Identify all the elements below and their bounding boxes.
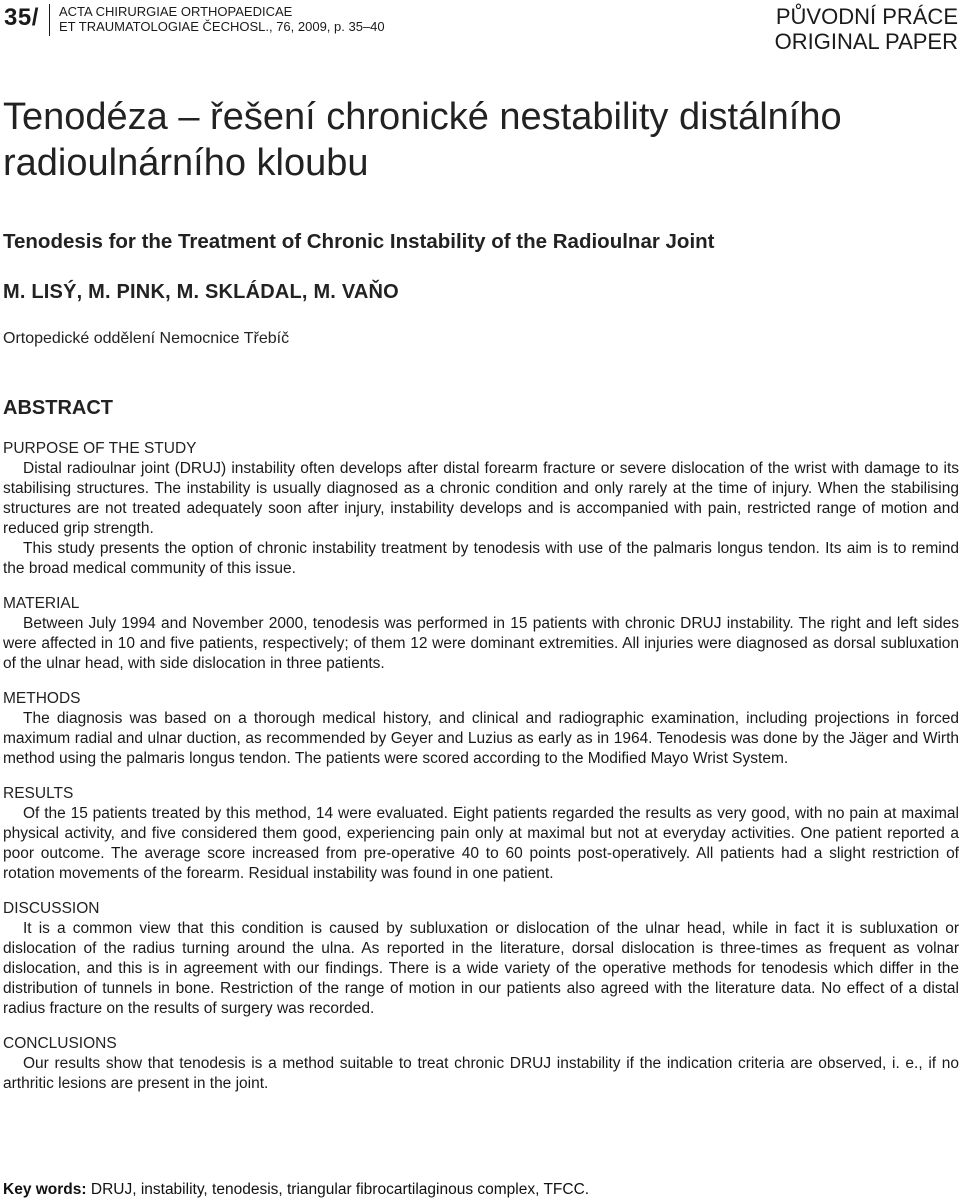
section-paragraph: Between July 1994 and November 2000, tenodesis was performed in 15 patients with chronic DRUJ instability. The right and left sides were affected in 10 and five patients, respectively; of them 12 were dominant extremities. All injuries were diagnosed as dorsal subluxation of the ulnar head, with side dislocation in three patients. xyxy=(3,615,959,672)
article-type-english: ORIGINAL PAPER xyxy=(774,29,958,54)
keywords-list: DRUJ, instability, tenodesis, triangular fibrocartilaginous complex, TFCC. xyxy=(90,1181,590,1198)
english-title: Tenodesis for the Treatment of Chronic Instability of the Radioulnar Joint xyxy=(3,230,715,253)
section-material xyxy=(3,594,959,674)
page-number: 35/ xyxy=(4,4,39,31)
section-paragraph: This study presents the option of chronic instability treatment by tenodesis with use of the palmaris longus tendon. Its aim is to remind the broad medical community of this issue. xyxy=(3,540,959,577)
section-discussion xyxy=(3,899,959,1019)
section-paragraph: Distal radioulnar joint (DRUJ) instability often develops after distal forearm fracture or severe dislocation of the wrist with damage to its stabilising structures. The instability is usually diagnosed as a chronic condition and only rarely at the time of injury. When the stabilising structures are not treated adequately soon after injury, instability develops and is accompanied with pain, restricted range of motion and reduced grip strength. xyxy=(3,460,959,537)
section-results xyxy=(3,784,959,884)
article-type xyxy=(775,4,958,54)
section-heading: PURPOSE OF THE STUDY xyxy=(3,440,197,457)
section-heading: DISCUSSION xyxy=(3,900,100,917)
affiliation: Ortopedické oddělení Nemocnice Třebíč xyxy=(3,330,290,347)
article-type-czech: PŮVODNÍ PRÁCE xyxy=(775,4,958,29)
article-title xyxy=(3,94,953,186)
section-purpose xyxy=(3,439,959,579)
section-paragraph: Of the 15 patients treated by this method, 14 were evaluated. Eight patients regarded the results as very good, with no pain at maximal physical activity, and five considered them good, experiencing pain only at maximal but not at everyday activities. One patient reported a poor outcome. The average score increased from pre-operative 40 to 60 points post-operatively. All patients had a slight restriction of rotation movements of the forearm. Residual instability was found in one patient. xyxy=(3,805,959,882)
section-heading: CONCLUSIONS xyxy=(3,1035,117,1052)
section-paragraph: The diagnosis was based on a thorough medical history, and clinical and radiographic examination, including projections in forced maximum radial and ulnar duction, as recommended by Geyer and Luzius as early as in 1964. Tenodesis was done by the Jäger and Wirth method using the palmaris longus tendon. The patients were scored according to the Modified Mayo Wrist System. xyxy=(3,710,959,767)
journal-name-line1: ACTA CHIRURGIAE ORTHOPAEDICAE xyxy=(59,4,293,19)
abstract-sections xyxy=(3,439,959,1109)
section-heading: METHODS xyxy=(3,690,81,707)
journal-name xyxy=(59,4,385,34)
authors: M. LISÝ, M. PINK, M. SKLÁDAL, M. VAŇO xyxy=(3,281,399,303)
keywords-label: Key words: xyxy=(3,1181,87,1198)
keywords xyxy=(3,1180,589,1200)
abstract-heading: ABSTRACT xyxy=(3,397,113,419)
section-paragraph: Our results show that tenodesis is a method suitable to treat chronic DRUJ instability if the indication criteria are observed, i. e., if no arthritic lesions are present in the joint. xyxy=(3,1055,959,1092)
section-conclusions xyxy=(3,1034,959,1094)
article-title-line2: radioulnárního kloubu xyxy=(3,142,369,184)
section-methods xyxy=(3,689,959,769)
journal-name-line2: ET TRAUMATOLOGIAE ČECHOSL., 76, 2009, p. 35–40 xyxy=(59,19,385,34)
section-heading: RESULTS xyxy=(3,785,74,802)
section-heading: MATERIAL xyxy=(3,595,80,612)
header-divider xyxy=(49,4,50,36)
section-paragraph: It is a common view that this condition is caused by subluxation or dislocation of the ulnar head, while in fact it is subluxation or dislocation of the radius turning around the ulna. As reported in the literature, dorsal dislocation is three-times as frequent as volnar dislocation, and this is in agreement with our findings. There is a wide variety of the operative methods for tenodesis which differ in the distribution of tunnels in bone. Restriction of the range of motion in our patients also agreed with the literature data. No effect of a distal radius fracture on the results of surgery was recorded. xyxy=(3,920,959,1017)
article-title-line1: Tenodéza – řešení chronické nestability distálního xyxy=(3,96,842,138)
